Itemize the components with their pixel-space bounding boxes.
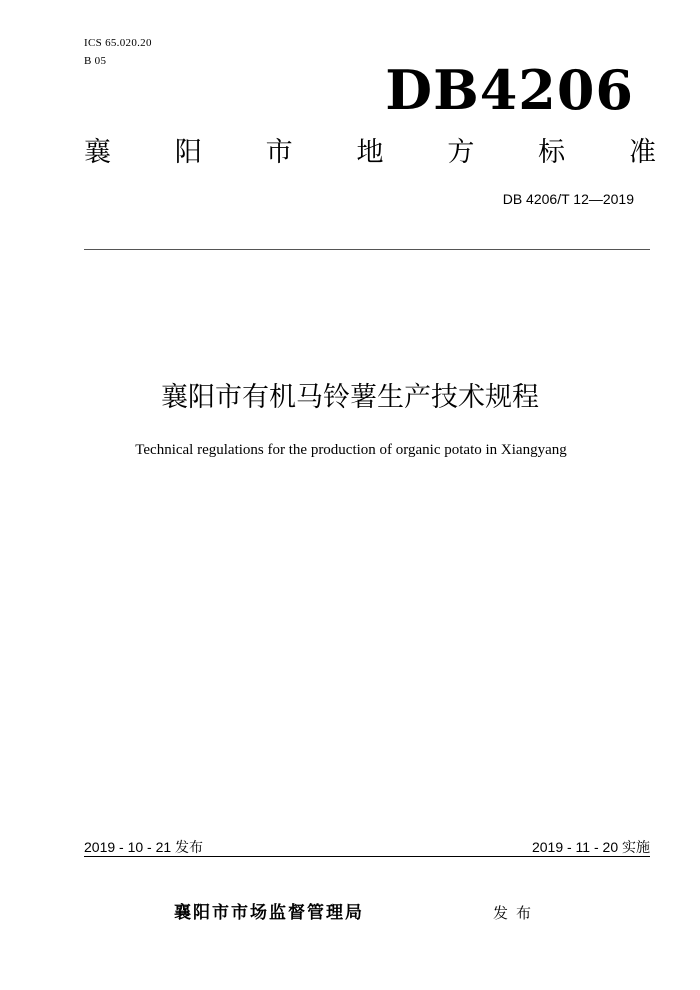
footer-divider <box>84 856 650 857</box>
document-title-en <box>0 440 700 460</box>
ics-code: ICS 65.020.20 <box>84 37 152 49</box>
document-title-cn-text: 襄阳市有机马铃薯生产技术规程 <box>161 382 539 413</box>
document-title-cn <box>0 380 700 416</box>
issuing-authority: 襄阳市市场监督管理局 <box>174 903 364 923</box>
header-divider <box>84 249 650 250</box>
issue-label: 发布 <box>493 904 540 922</box>
implement-date: 2019 - 11 - 20 实施 <box>531 839 650 855</box>
standard-type-char: 阳 <box>174 137 202 168</box>
classification-code: B 05 <box>84 55 107 67</box>
standard-type-char: 地 <box>356 137 384 168</box>
standard-type-char: 襄 <box>84 137 111 168</box>
standard-type-char: 方 <box>447 137 475 168</box>
standard-number: DB 4206/T 12—2019 <box>502 191 634 207</box>
document-title-en-text: Technical regulations for the production of organic potato in Xiangyang <box>135 442 567 458</box>
standard-type-char: 标 <box>538 137 566 168</box>
standard-code: DB4206 <box>385 58 634 122</box>
publish-date: 2019 - 10 - 21 发布 <box>84 839 204 855</box>
standard-type-title <box>84 136 656 170</box>
standard-type-char: 准 <box>628 137 656 168</box>
standard-type-char: 市 <box>265 137 293 168</box>
